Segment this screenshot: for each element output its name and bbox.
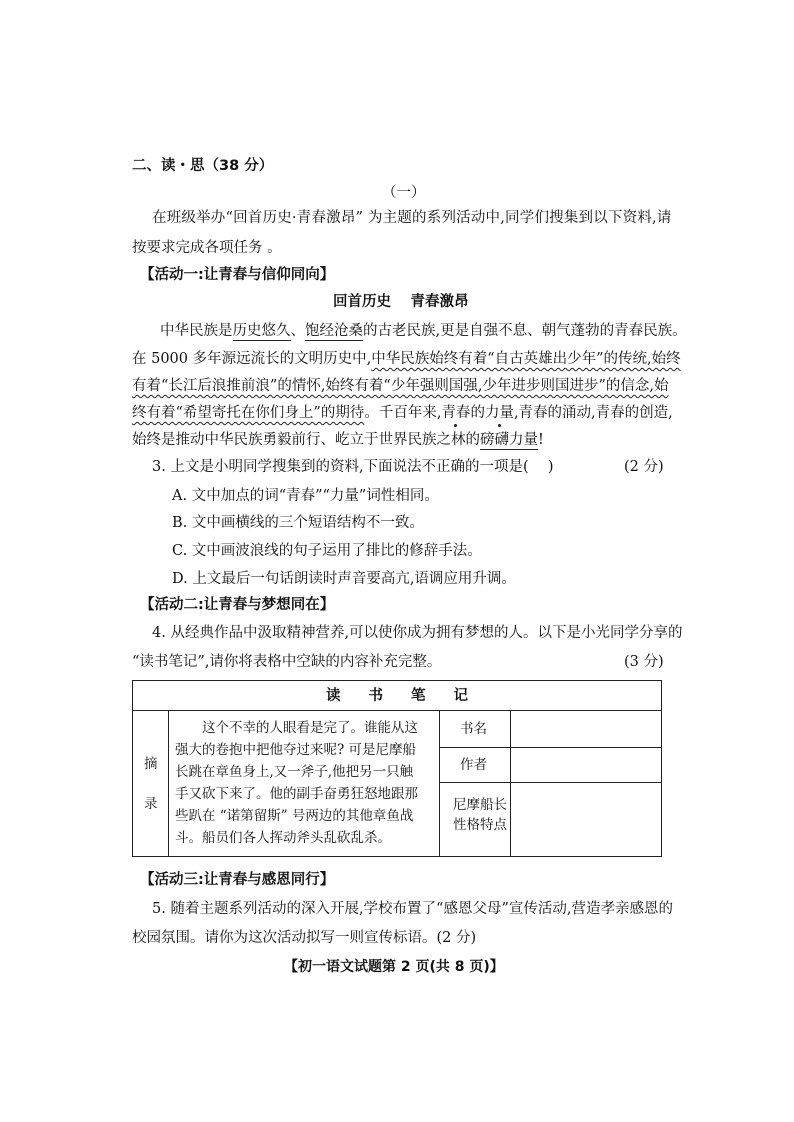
q4-line-1: 4. 从经典作品中汲取精神营养,可以使你成为拥有梦想的人。以下是小光同学分享的 xyxy=(152,625,683,641)
underlined-phrase-1: 历史悠久 xyxy=(232,323,291,339)
answer-trait[interactable] xyxy=(517,791,657,851)
reading-notes-table xyxy=(132,680,662,857)
table-divider xyxy=(439,782,661,783)
underlined-phrase-3: 磅礴力量 xyxy=(480,432,538,448)
field-label-author: 作者 xyxy=(460,757,487,773)
field-label-trait-1: 尼摩船长 xyxy=(453,797,507,813)
activity1-heading: 【活动一:让青春与信仰同向】 xyxy=(140,267,335,283)
table-divider xyxy=(439,747,661,748)
q3-option-c[interactable]: C. 文中画波浪线的句子运用了排比的修辞手法。 xyxy=(172,543,482,559)
intro-line-2: 按要求完成各项任务 。 xyxy=(132,240,282,256)
activity3-heading: 【活动三:让青春与感恩同行】 xyxy=(140,872,335,888)
intro-line-1: 在班级举办“回首历史·青春激昂” 为主题的系列活动中,同学们搜集到以下资料,请 xyxy=(152,210,672,226)
section-title: 二、读・思（38 分） xyxy=(132,158,274,174)
passage-line-4: 终有着“希望寄托在你们身上”的期待。千百年来,青春的力量,青春的涌动,青春的创造, xyxy=(132,405,673,421)
excerpt-line: 这个不幸的人眼看是完了。谁能从这 xyxy=(175,720,418,736)
answer-author[interactable] xyxy=(517,754,657,780)
wavy-sentence: 中华民族始终有着“自古英雄出少年”的传统,始终 xyxy=(371,351,681,367)
excerpt-line: 长跳在章鱼身上,又一斧子,他把另一只触 xyxy=(175,764,414,780)
dotted-word-liliang: 力量 xyxy=(484,405,514,421)
answer-book-name[interactable] xyxy=(517,718,657,744)
q3-score: (2 分) xyxy=(624,459,664,475)
q4-line-2: “读书笔记”,请你将表格中空缺的内容补充完整。 xyxy=(132,654,442,670)
excerpt-line: 些趴在 “诺第留斯” 号两边的其他章鱼战 xyxy=(175,808,414,824)
underlined-phrase-2: 饱经沧桑 xyxy=(305,323,363,339)
q3-option-a[interactable]: A. 文中加点的词“青春”“力量”词性相同。 xyxy=(172,488,439,504)
activity2-heading: 【活动二:让青春与梦想同在】 xyxy=(140,597,335,613)
subsection-marker: （一） xyxy=(382,185,426,201)
excerpt-line: 手又砍下来了。他的副手奋勇狂怒地跟那 xyxy=(175,786,418,802)
passage-line-1: 中华民族是历史悠久、饱经沧桑的古老民族,更是自强不息、朝气蓬勃的青春民族。 xyxy=(160,323,687,339)
field-label-book-name: 书名 xyxy=(460,721,487,737)
q5-line-2: 校园氛围。请你为这次活动拟写一则宣传标语。(2 分) xyxy=(132,930,477,946)
page-footer: 【初一语文试题第 2 页(共 8 页)】 xyxy=(284,959,504,975)
passage-title: 回首历史 青春激昂 xyxy=(333,294,469,310)
field-label-trait-2: 性格特点 xyxy=(453,817,507,833)
excerpt-line: 斗。船员们各人挥动斧头乱砍乱杀。 xyxy=(175,830,391,846)
q5-line-1: 5. 随着主题系列活动的深入开展,学校布置了“感恩父母”宣传活动,营造孝亲感恩的 xyxy=(152,901,673,917)
q3-option-b[interactable]: B. 文中画横线的三个短语结构不一致。 xyxy=(172,515,424,531)
table-divider xyxy=(168,711,169,857)
passage-line-5: 始终是推动中华民族勇毅前行、屹立于世界民族之林的磅礴力量! xyxy=(132,432,544,448)
q4-score: (3 分) xyxy=(624,654,664,670)
passage-line-2: 在 5000 多年源远流长的文明历史中,中华民族始终有着“自古英雄出少年”的传统,始终 xyxy=(132,351,681,367)
table-header: 读书笔记 xyxy=(133,681,661,711)
dotted-word-qingchun: 青春 xyxy=(441,405,471,421)
table-divider xyxy=(510,711,511,857)
excerpt-side-label-1: 摘 xyxy=(144,756,158,772)
table-divider xyxy=(439,711,440,857)
q3-stem: 3. 上文是小明同学搜集到的资料,下面说法不正确的一项是( ) xyxy=(152,459,554,475)
q3-option-d[interactable]: D. 上文最后一句话朗读时声音要高亢,语调应用升调。 xyxy=(172,571,516,587)
excerpt-side-label-2: 录 xyxy=(144,796,158,812)
excerpt-line: 强大的卷抱中把他夺过来呢? 可是尼摩船 xyxy=(175,742,417,758)
passage-line-3: 有着“长江后浪推前浪”的情怀,始终有着“少年强则国强,少年进步则国进步”的信念,始 xyxy=(132,378,669,394)
